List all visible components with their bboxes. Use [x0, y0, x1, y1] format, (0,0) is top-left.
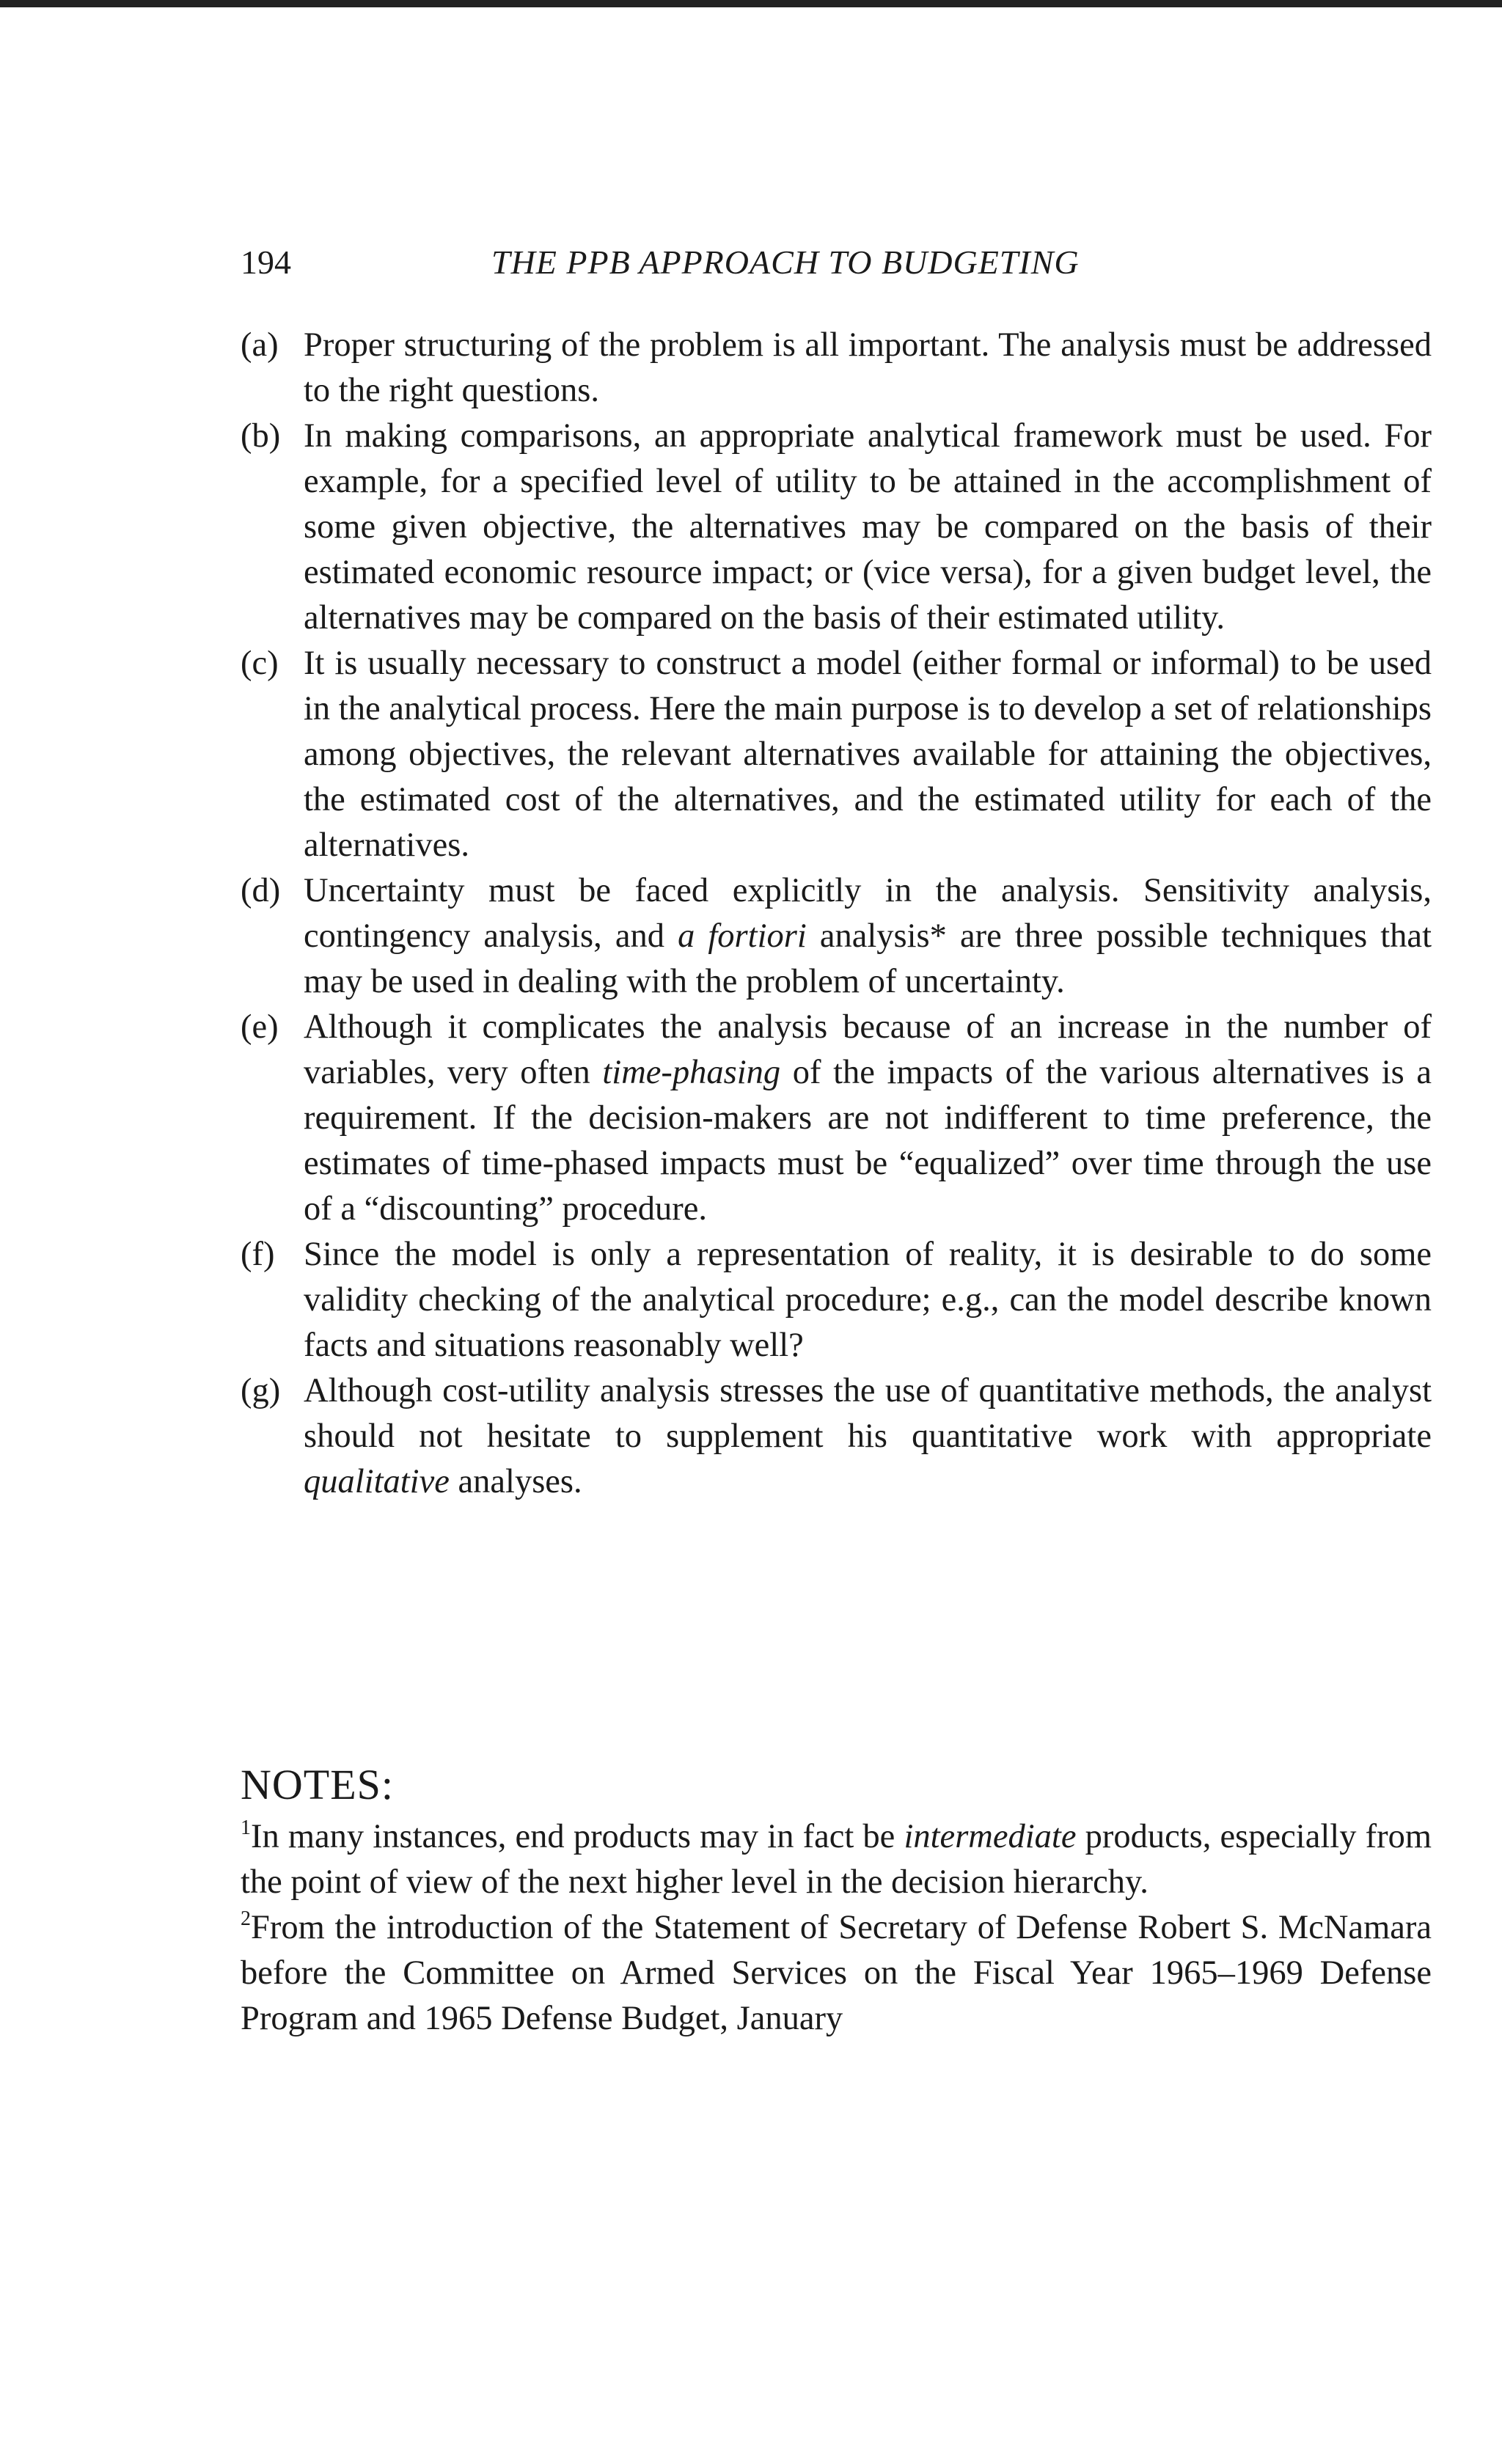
list-item-text: It is usually necessary to construct a model (either formal or informal) to be used in the analytical process. Here the main purpose is to develop a set of relationships among objectives, the relevant alternatives available for attaining the objectives, the estimated cost of the alternatives, and the estimated utility for each of the alternatives. — [304, 645, 1432, 864]
list-item-d — [241, 868, 1432, 1005]
footnote-1 — [241, 1814, 1432, 1905]
italic-term: intermediate — [904, 1818, 1077, 1855]
page-number: 194 — [241, 243, 291, 281]
list-item-marker: (e) — [241, 1008, 279, 1046]
list-item-marker: (d) — [241, 872, 281, 909]
italic-term: time-phasing — [602, 1054, 781, 1091]
list-item-marker: (g) — [241, 1372, 281, 1409]
list-item-marker: (a) — [241, 326, 279, 364]
footnote-text: In many instances, end products may in fact be intermediate products, especially from the point of view of the next higher level in the decision hierarchy. — [241, 1818, 1432, 1901]
page-top-rule — [0, 0, 1502, 7]
notes-section — [241, 1759, 1432, 2042]
list-item-text: Although cost-utility analysis stresses the use of quantitative methods, the analyst should not hesitate to supplement his quantitative work with appropriate qualitative analyses. — [304, 1372, 1432, 1500]
page-header — [241, 241, 1432, 285]
running-title: THE PPB APPROACH TO BUDGETING — [491, 243, 1080, 281]
footnote-number: 2 — [241, 1907, 251, 1930]
notes-heading: NOTES: — [241, 1761, 394, 1808]
list-item-text: In making comparisons, an appropriate analytical framework must be used. For example, for a specified level of utility to be attained in the accomplishment of some given objective, the alternatives may be compared on the basis of their estimated economic resource impact; or (vice versa), for a given budget level, the alternatives may be compared on the basis of their estimated utility. — [304, 417, 1432, 637]
list-item-text: Uncertainty must be faced explicitly in the analysis. Sensitivity analysis, contingency analysis, and a fortiori analysis* are three possible techniques that may be used in dealing with the problem of uncertainty. — [304, 872, 1432, 1000]
list-item-c — [241, 641, 1432, 868]
list-item-b — [241, 414, 1432, 641]
list-item-marker: (f) — [241, 1236, 275, 1273]
list-item-a — [241, 323, 1432, 414]
list-item-text: Although it complicates the analysis because of an increase in the number of variables, very often time-phasing of the impacts of the various alternatives is a requirement. If the decision-makers are not indifferent to time preference, the estimates of time-phased impacts must be “equalized” over time through the use of a “discounting” procedure. — [304, 1008, 1432, 1228]
enumerated-list — [241, 323, 1432, 1505]
footnote-2 — [241, 1905, 1432, 2042]
list-item-g — [241, 1368, 1432, 1505]
footnote-number: 1 — [241, 1816, 251, 1839]
list-item-e — [241, 1005, 1432, 1232]
list-item-f — [241, 1232, 1432, 1368]
list-item-text: Since the model is only a representation of reality, it is desirable to do some validity checking of the analytical procedure; e.g., can the model describe known facts and situations reasonably well? — [304, 1236, 1432, 1364]
italic-term: qualitative — [304, 1463, 450, 1500]
italic-term: a fortiori — [678, 917, 807, 955]
list-item-text: Proper structuring of the problem is all important. The analysis must be addressed to the right questions. — [304, 326, 1432, 409]
footnote-text: From the introduction of the Statement of Secretary of Defense Robert S. McNamara before the Committee on Armed Services on the Fiscal Year 1965–1969 Defense Program and 1965 Defense Budget, January — [241, 1909, 1432, 2037]
list-item-marker: (b) — [241, 417, 281, 455]
list-item-marker: (c) — [241, 645, 279, 682]
